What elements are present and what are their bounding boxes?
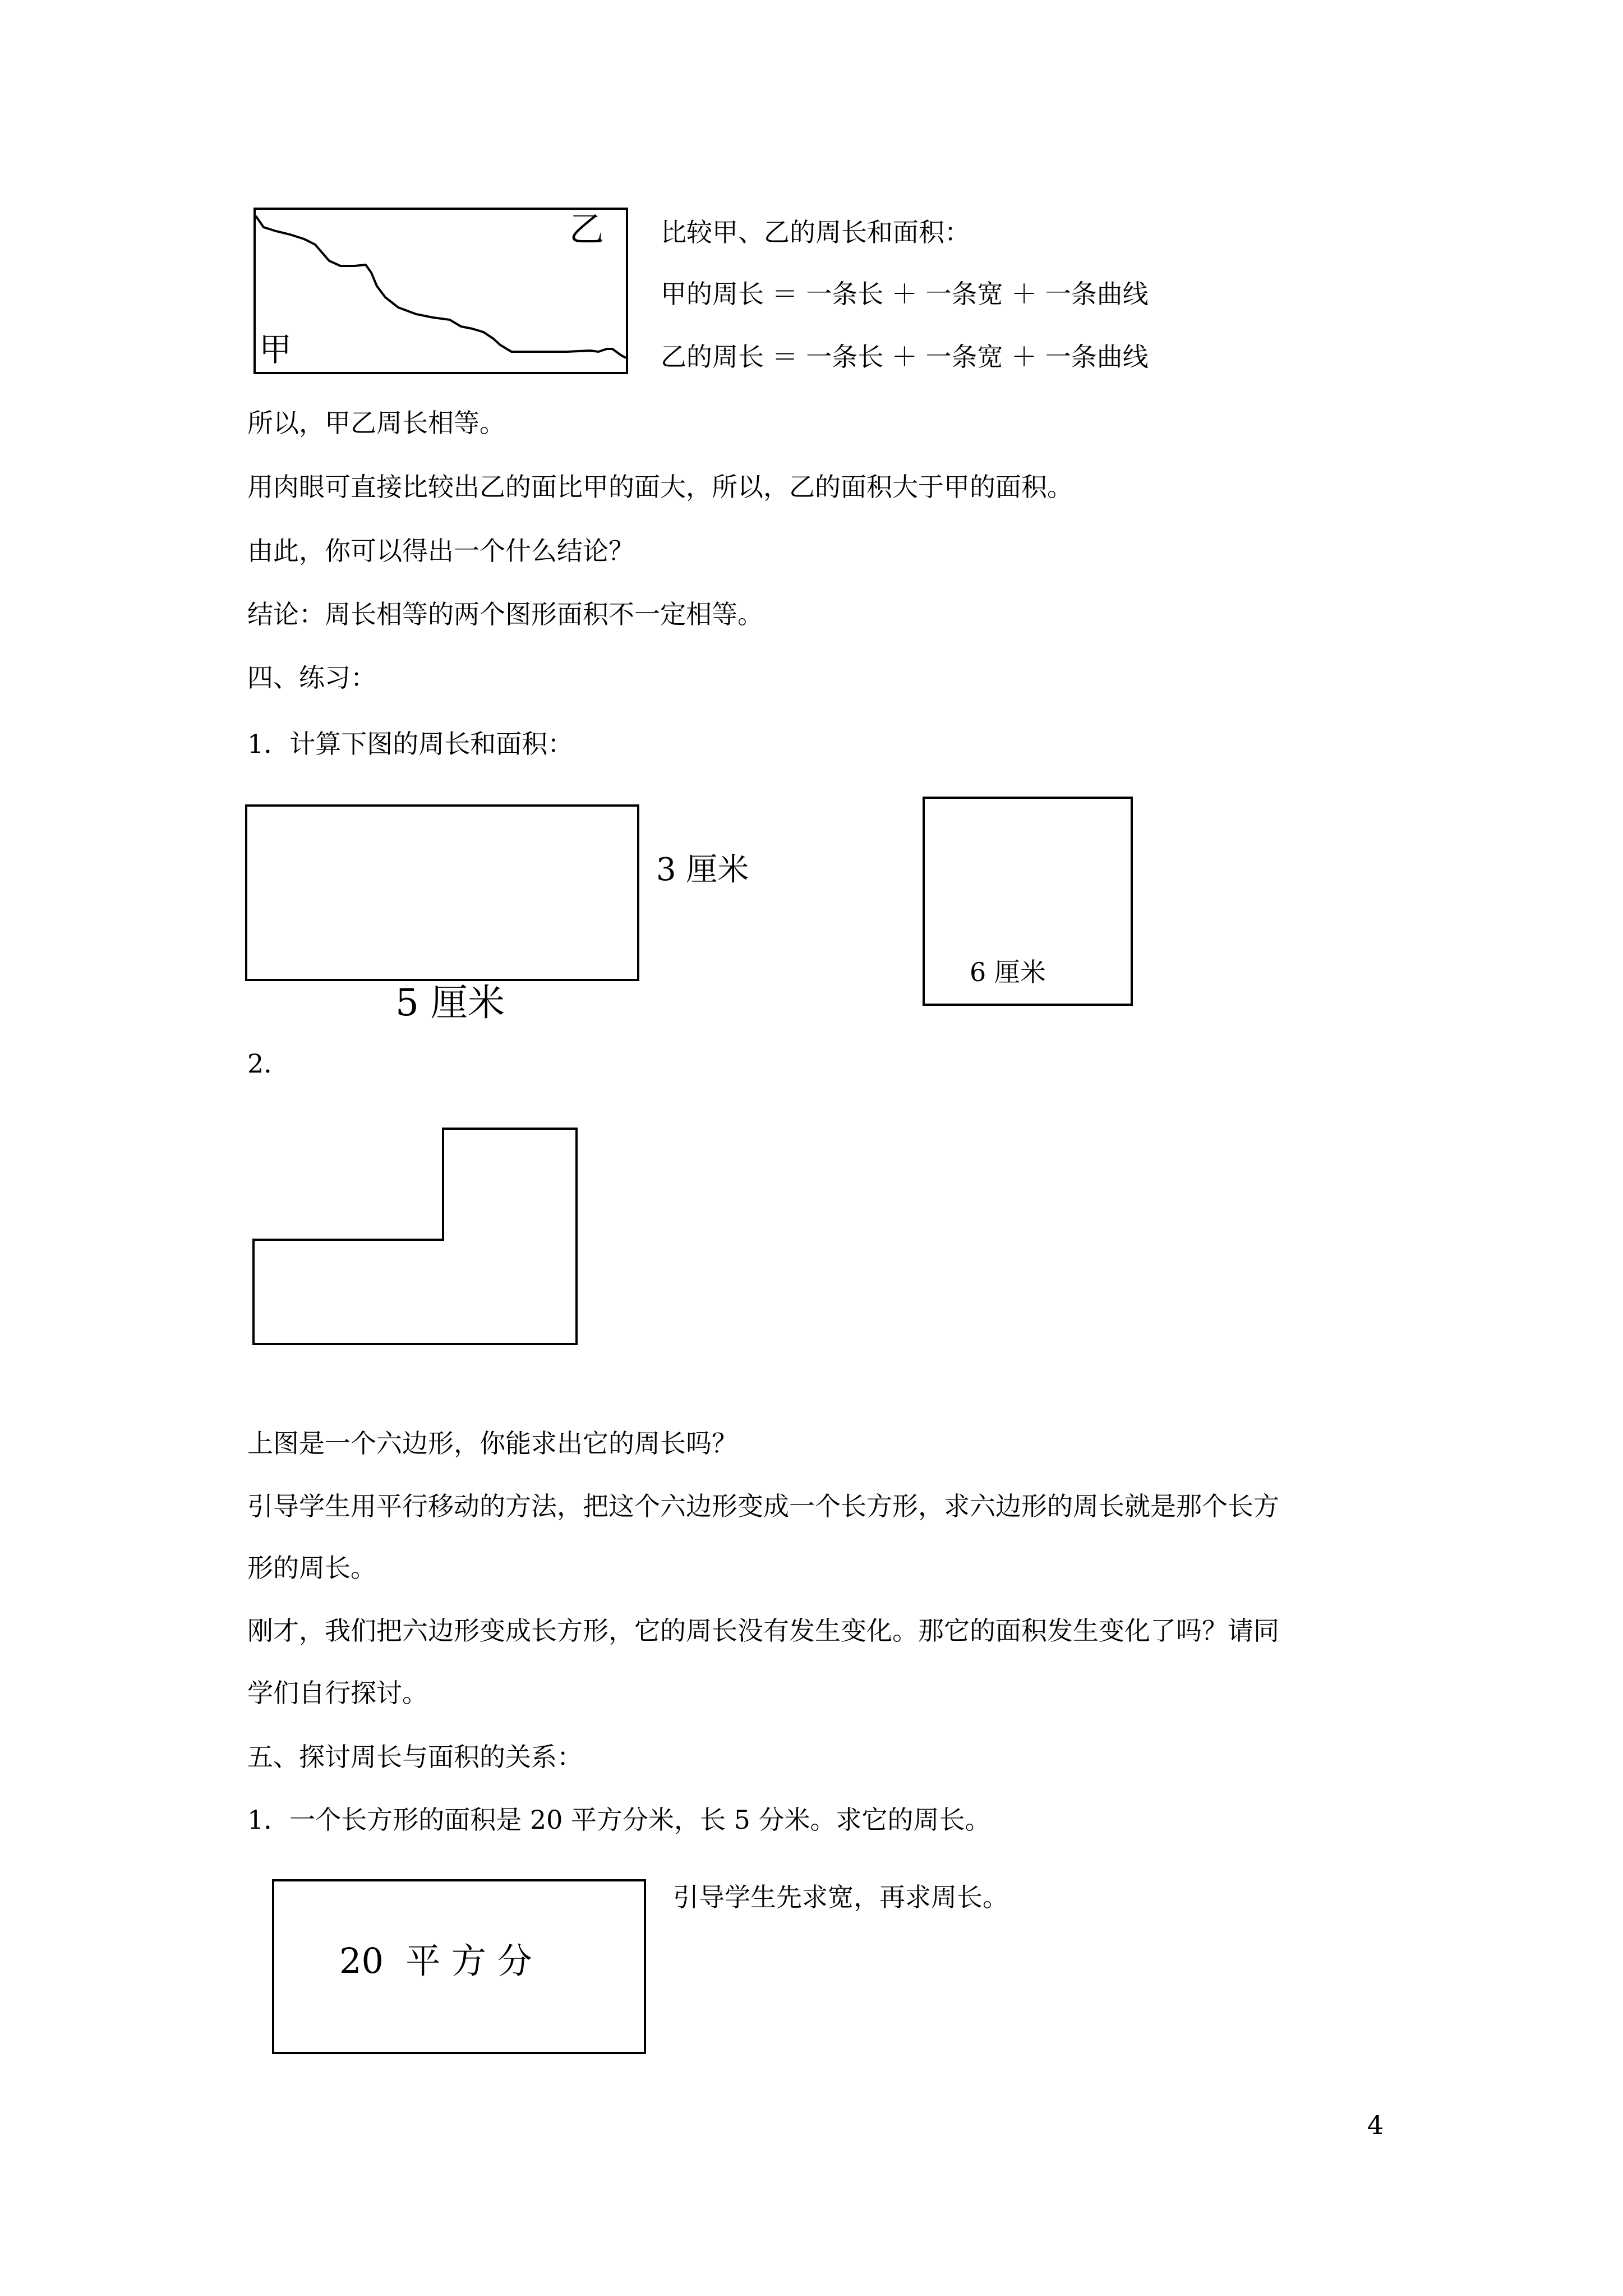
paragraph-question: 由此，你可以得出一个什么结论？ — [247, 536, 634, 566]
paragraph-equal-perimeter: 所以，甲乙周长相等。 — [247, 408, 505, 438]
hexagon-question: 上图是一个六边形，你能求出它的周长吗？ — [247, 1428, 737, 1458]
area-box-label: 20 平 方 分 — [339, 1940, 532, 1981]
paragraph-area-compare: 用肉眼可直接比较出乙的面比甲的面大，所以，乙的面积大于甲的面积。 — [247, 472, 1073, 502]
paragraph-conclusion: 结论：周长相等的两个图形面积不一定相等。 — [247, 599, 763, 629]
rectangle-figure — [245, 804, 639, 981]
page-number: 4 — [1367, 2110, 1384, 2140]
exercise-1: 1．计算下图的周长和面积： — [247, 729, 574, 759]
label-yi: 乙 — [569, 209, 605, 250]
section-five-question-1: 1．一个长方形的面积是 20 平方分米，长 5 分米。求它的周长。 — [247, 1805, 991, 1835]
guide-line-1: 引导学生用平行移动的方法，把这个六边形变成一个长方形，求六边形的周长就是那个长方 — [247, 1491, 1279, 1521]
jia-perimeter-line: 甲的周长 ＝ 一条长 ＋ 一条宽 ＋ 一条曲线 — [661, 279, 1149, 309]
compare-title: 比较甲、乙的周长和面积： — [661, 217, 970, 247]
exercise-2: 2． — [247, 1048, 290, 1079]
rectangle-width-label: 3 厘米 — [656, 852, 749, 888]
square-side-label: 6 厘米 — [970, 957, 1046, 987]
discussion-line-2: 学们自行探讨。 — [247, 1678, 428, 1708]
rectangle-length-label: 5 厘米 — [395, 981, 505, 1024]
yi-perimeter-line: 乙的周长 ＝ 一条长 ＋ 一条宽 ＋ 一条曲线 — [661, 342, 1149, 372]
discussion-line-1: 刚才，我们把六边形变成长方形，它的周长没有发生变化。那它的面积发生变化了吗？请同 — [247, 1616, 1279, 1646]
hint-text: 引导学生先求宽，再求周长。 — [673, 1882, 1008, 1912]
section-five-heading: 五、探讨周长与面积的关系： — [247, 1742, 583, 1772]
guide-line-2: 形的周长。 — [247, 1553, 376, 1583]
label-jia: 甲 — [259, 330, 292, 369]
section-four-heading: 四、练习： — [247, 662, 376, 693]
hexagon-figure — [252, 1128, 578, 1346]
